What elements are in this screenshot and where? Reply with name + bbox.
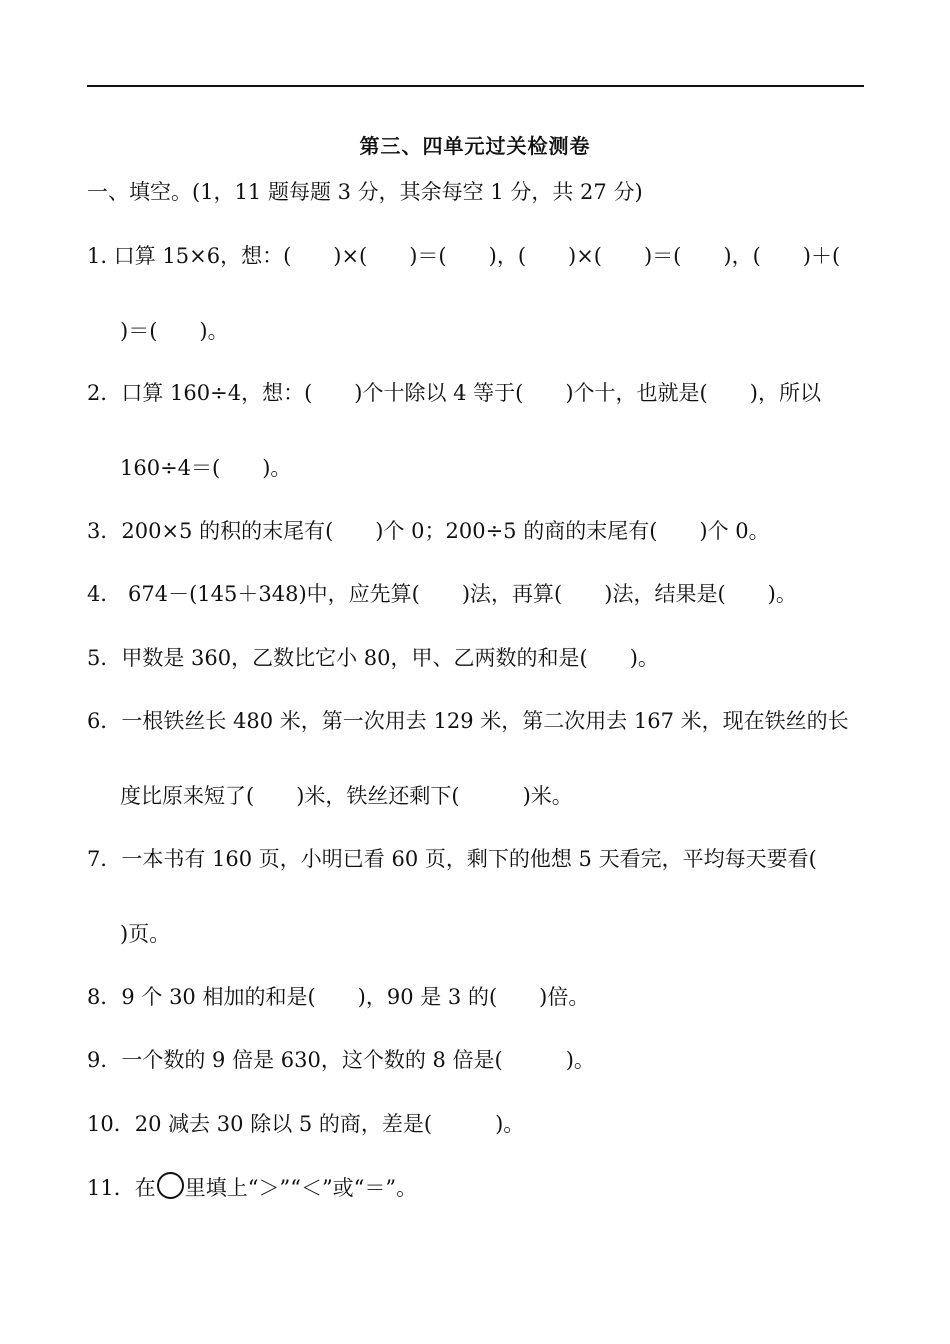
page-title: 第三、四单元过关检测卷 — [359, 134, 591, 158]
question-4: 4． 674－(145＋348)中，应先算( )法，再算( )法，结果是( )。 — [87, 582, 797, 606]
question-5: 5．甲数是 360，乙数比它小 80，甲、乙两数的和是( )。 — [87, 646, 659, 670]
section-heading: 一、填空。(1，11 题每题 3 分，其余每空 1 分，共 27 分) — [87, 180, 643, 204]
question-1-line-1: 1. 口算 15×6，想：( )×( )＝( )，( )×( )＝( )，( )＋( — [87, 244, 841, 268]
question-6-line-2: 度比原来短了( )米，铁丝还剩下( )米。 — [120, 784, 573, 808]
question-7-line-2: )页。 — [120, 922, 171, 946]
header-rule — [87, 85, 864, 87]
question-3: 3．200×5 的积的末尾有( )个 0；200÷5 的商的末尾有( )个 0。 — [87, 519, 770, 543]
question-8: 8．9 个 30 相加的和是( )，90 是 3 的( )倍。 — [87, 985, 590, 1009]
question-9: 9．一个数的 9 倍是 630，这个数的 8 倍是( )。 — [87, 1048, 595, 1072]
question-2-line-1: 2．口算 160÷4，想：( )个十除以 4 等于( )个十，也就是( )，所以 — [87, 381, 821, 405]
question-2-line-2: 160÷4＝( )。 — [120, 456, 292, 480]
question-10: 10．20 减去 30 除以 5 的商，差是( )。 — [87, 1112, 525, 1136]
question-7-line-1: 7．一本书有 160 页，小明已看 60 页，剩下的他想 5 天看完，平均每天要看( — [87, 847, 817, 871]
circle-icon — [157, 1172, 184, 1199]
question-11 — [87, 1172, 417, 1202]
question-6-line-1: 6．一根铁丝长 480 米，第一次用去 129 米，第二次用去 167 米，现在铁丝的长 — [87, 709, 849, 733]
question-11-suffix: 里填上“＞”“＜”或“＝”。 — [184, 1176, 418, 1200]
question-11-prefix: 11．在 — [87, 1176, 156, 1200]
question-1-line-2: )＝( )。 — [120, 319, 229, 343]
